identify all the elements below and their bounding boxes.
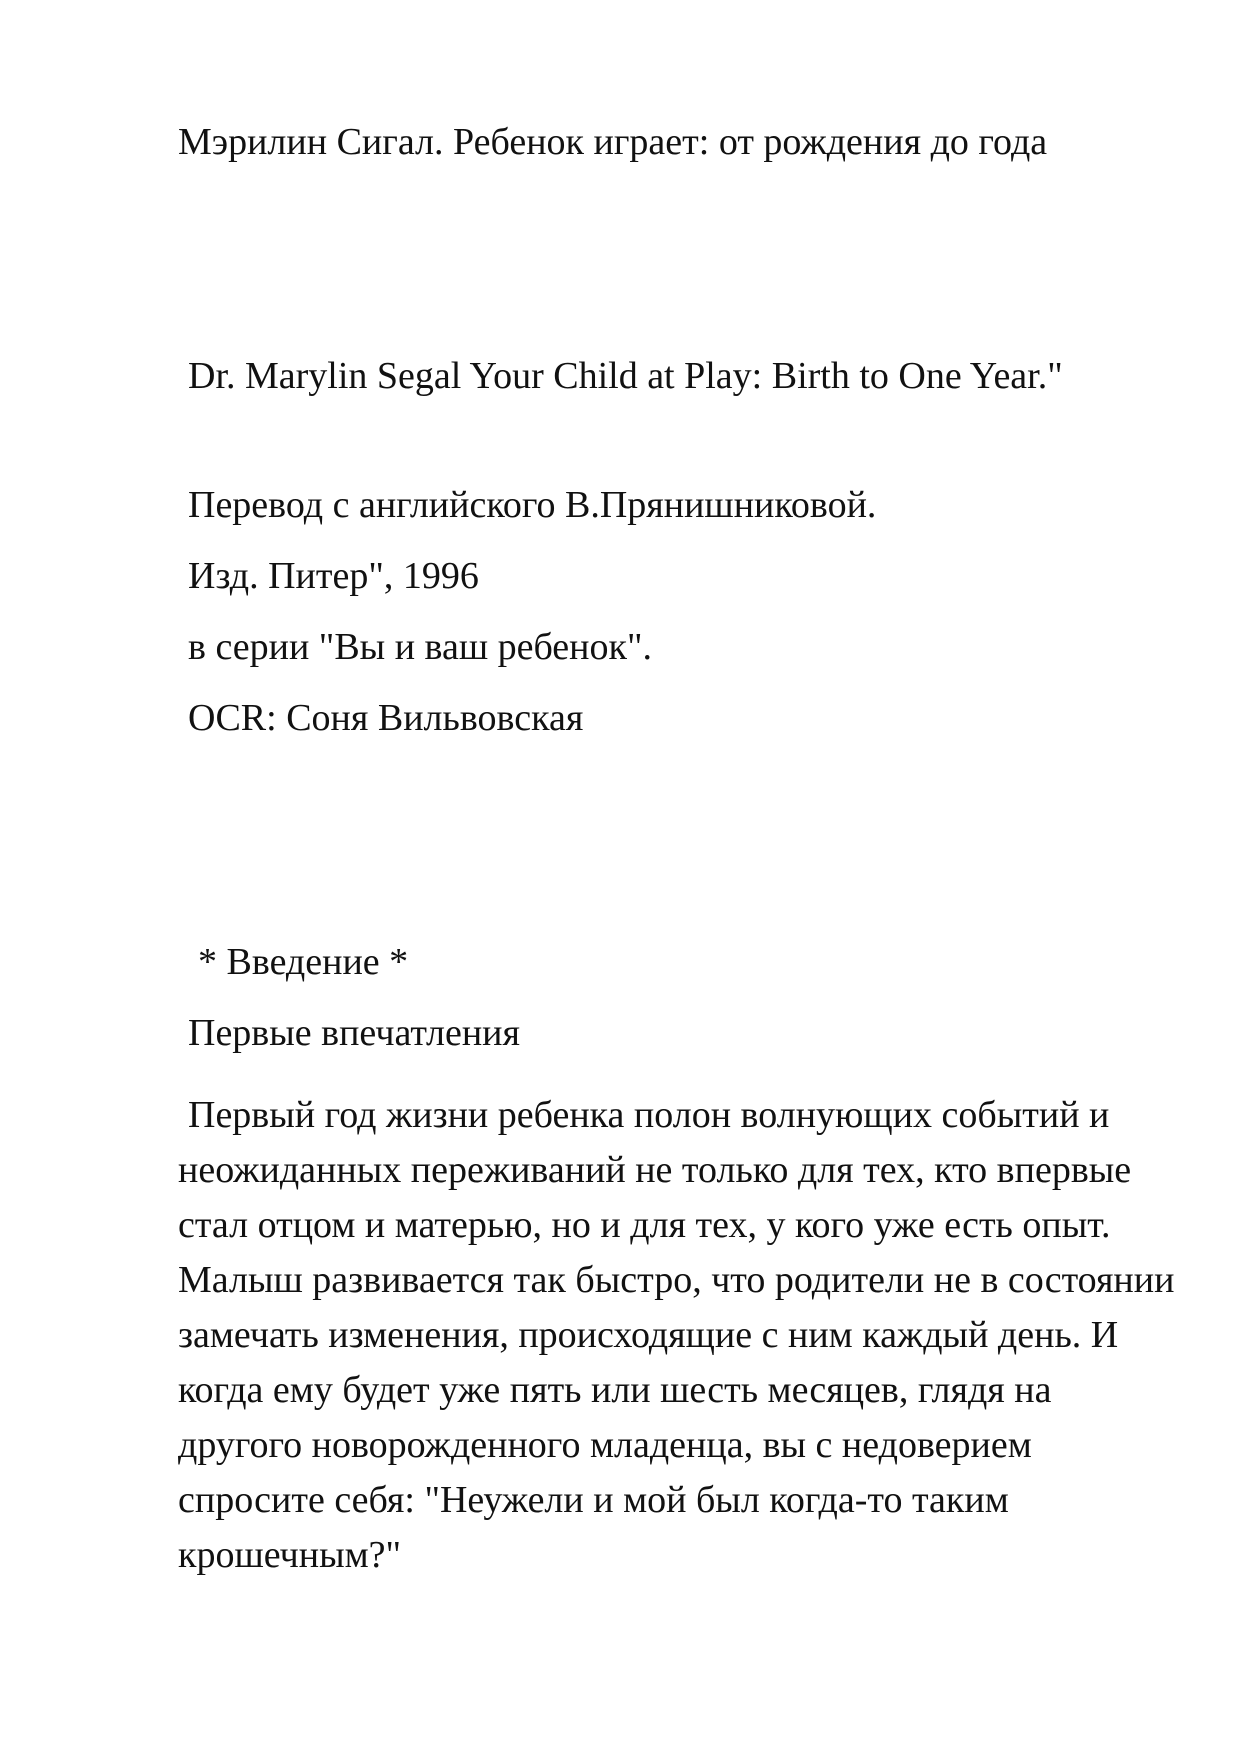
original-title: Dr. Marylin Segal Your Child at Play: Birth to One Year." (188, 355, 1063, 397)
body-paragraph: Первый год жизни ребенка полон волнующих событий и неожиданных переживаний не только для тех, кто впервые стал отцом и матерью, но и для тех, у кого уже есть опыт. Малыш развивается так быстро, что родители не в состоянии замечать изменения, происходящие с ним каждый день. И когда ему будет уже пять или шесть месяцев, глядя на другого новорожденного младенца, вы с недоверием спросите себя: "Неужели и мой был когда-то таким крошечным?" (178, 1094, 1175, 1576)
ocr-credit: OCR: Соня Вильвовская (188, 697, 584, 739)
series-info: в серии "Вы и ваш ребенок". (188, 626, 652, 668)
section-heading: * Введение * (198, 941, 409, 983)
translation-credit: Перевод с английского В.Прянишниковой. (188, 484, 877, 526)
subsection-heading: Первые впечатления (188, 1012, 520, 1054)
publisher-info: Изд. Питер", 1996 (188, 555, 479, 597)
book-title: Мэрилин Сигал. Ребенок играет: от рождения до года (178, 121, 1048, 163)
